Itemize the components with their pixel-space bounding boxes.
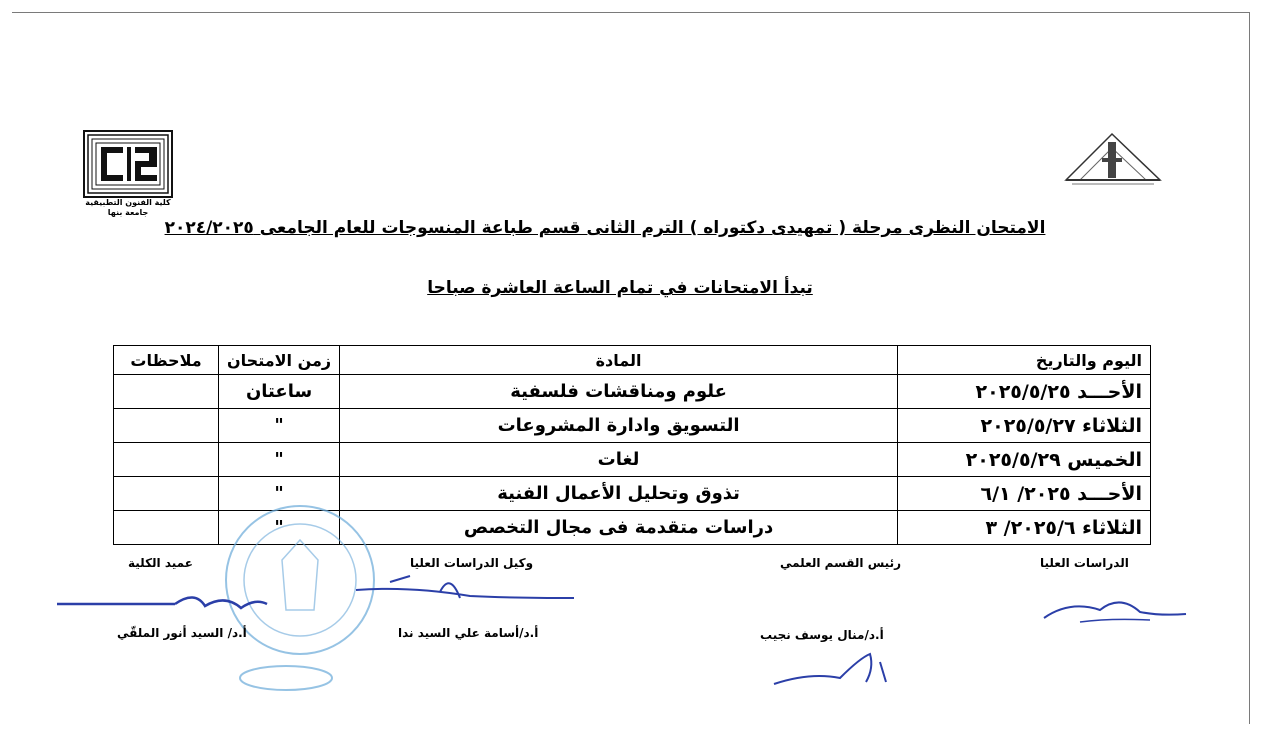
signature-vice-dean-icon xyxy=(350,568,580,612)
header-date: اليوم والتاريخ xyxy=(898,346,1151,375)
vice-dean-name: أ.د/أسامة علي السيد ندا xyxy=(398,626,539,640)
row-subject: تذوق وتحليل الأعمال الفنية xyxy=(340,477,898,511)
department-head-title: رئيس القسم العلمي xyxy=(780,556,901,570)
exam-start-note: تبدأ الامتحانات في تمام الساعة العاشرة صباحا xyxy=(427,278,813,298)
row-time: " xyxy=(219,511,340,545)
exam-title: الامتحان النظرى مرحلة ( تمهيدى دكتوراه ) الترم الثانى قسم طباعة المنسوجات للعام الجامعى ٢٠٢٤/٢٠٢٥ xyxy=(164,218,1046,238)
row-notes xyxy=(114,511,219,545)
faculty-logo-caption: كلية الفنون التطبيقية xyxy=(85,198,171,207)
row-subject: علوم ومناقشات فلسفية xyxy=(340,375,898,409)
dean-title: عميد الكلية xyxy=(128,556,193,570)
faculty-emblem-icon xyxy=(83,130,173,198)
vice-dean-title: وكيل الدراسات العليا xyxy=(410,556,534,570)
header-time: زمن الامتحان xyxy=(219,346,340,375)
row-date: الثلاثاء ٢٠٢٥/٦/ ٣ xyxy=(898,511,1151,545)
header-notes: ملاحظات xyxy=(114,346,219,375)
row-time: " xyxy=(219,443,340,477)
table-header-row xyxy=(114,346,1151,375)
header-subject: المادة xyxy=(340,346,898,375)
row-date: الثلاثاء ٢٠٢٥/٥/٢٧ xyxy=(898,409,1151,443)
row-subject: التسويق وادارة المشروعات xyxy=(340,409,898,443)
row-subject: دراسات متقدمة فى مجال التخصص xyxy=(340,511,898,545)
row-date: الأحـــد ٢٠٢٥/٥/٢٥ xyxy=(898,375,1151,409)
row-time: " xyxy=(219,477,340,511)
row-notes xyxy=(114,443,219,477)
graduate-studies-label: الدراسات العليا xyxy=(1040,556,1129,570)
faculty-logo xyxy=(82,130,174,218)
department-head-name: أ.د/منال يوسف نجيب xyxy=(760,628,884,642)
row-notes xyxy=(114,477,219,511)
row-time: " xyxy=(219,409,340,443)
row-date: الأحـــد ٢٠٢٥/ ٦/١ xyxy=(898,477,1151,511)
signature-dean-icon xyxy=(55,588,270,622)
signature-department-head-icon xyxy=(770,648,910,692)
university-pyramid-icon xyxy=(1062,128,1164,186)
signature-graduate-studies-icon xyxy=(1040,590,1190,630)
table-row xyxy=(114,443,1151,477)
row-notes xyxy=(114,409,219,443)
row-subject: لغات xyxy=(340,443,898,477)
table-row xyxy=(114,409,1151,443)
row-time: ساعتان xyxy=(219,375,340,409)
university-logo-caption: جامعة بنها xyxy=(107,208,149,217)
row-notes xyxy=(114,375,219,409)
table-row xyxy=(114,375,1151,409)
dean-name: أ.د/ السيد أنور الملقّي xyxy=(117,626,247,640)
university-logo xyxy=(1062,128,1164,190)
row-date: الخميس ٢٠٢٥/٥/٢٩ xyxy=(898,443,1151,477)
